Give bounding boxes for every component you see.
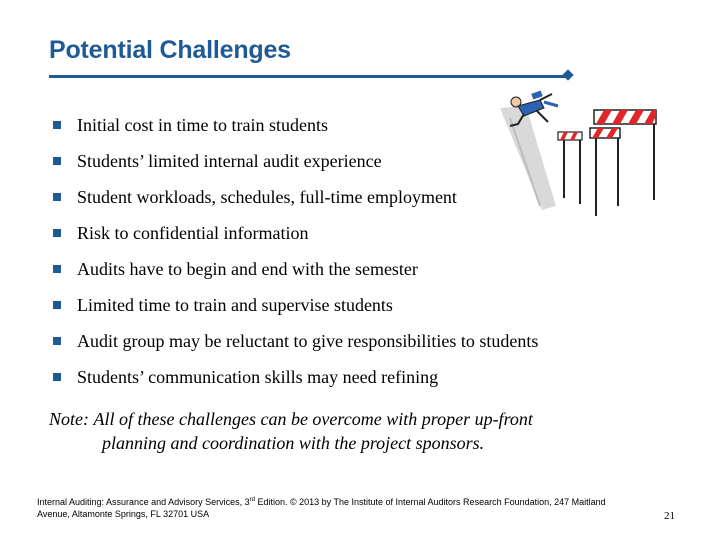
bullet-square-icon — [53, 121, 61, 129]
bullet-square-icon — [53, 193, 61, 201]
note-block — [49, 407, 533, 455]
list-item — [50, 143, 538, 179]
title-underline — [49, 75, 567, 78]
page-number: 21 — [664, 510, 675, 522]
bullet-text: Student workloads, schedules, full-time employment — [77, 187, 457, 207]
bullet-text: Students’ limited internal audit experience — [77, 151, 382, 171]
footer-line1-post: Edition. © 2013 by The Institute of Internal Auditors Research Foundation, 247 Maitland — [254, 497, 606, 507]
title-underline-diamond — [562, 69, 573, 80]
footer-line2: Avenue, Altamonte Springs, FL 32701 USA — [37, 509, 210, 519]
footer-superscript: rd — [249, 497, 255, 503]
note-label: Note: — [49, 409, 89, 429]
bullet-square-icon — [53, 157, 61, 165]
list-item — [50, 287, 538, 323]
bullet-text: Students’ communication skills may need refining — [77, 367, 439, 387]
footer-line1-pre: Internal Auditing: Assurance and Advisory Services, 3 — [37, 497, 250, 507]
bullet-square-icon — [53, 373, 61, 381]
bullet-text: Limited time to train and supervise students — [77, 295, 393, 315]
slide-title: Potential Challenges — [49, 36, 291, 64]
list-item — [50, 179, 538, 215]
bullet-square-icon — [53, 265, 61, 273]
bullet-square-icon — [53, 301, 61, 309]
bullet-text: Initial cost in time to train students — [77, 115, 328, 135]
list-item — [50, 251, 538, 287]
bullet-text: Audits have to begin and end with the semester — [77, 259, 418, 279]
footer-citation — [37, 494, 677, 520]
bullet-text: Audit group may be reluctant to give responsibilities to students — [77, 331, 539, 351]
list-item — [50, 359, 538, 395]
bullet-square-icon — [53, 337, 61, 345]
bullet-list — [50, 107, 538, 395]
bullet-text: Risk to confidential information — [77, 223, 309, 243]
list-item — [50, 215, 538, 251]
bullet-square-icon — [53, 229, 61, 237]
note-text-line2: planning and coordination with the project sponsors. — [102, 433, 485, 453]
note-text-line1: All of these challenges can be overcome with proper up-front — [93, 409, 533, 429]
list-item — [50, 107, 538, 143]
list-item — [50, 323, 538, 359]
